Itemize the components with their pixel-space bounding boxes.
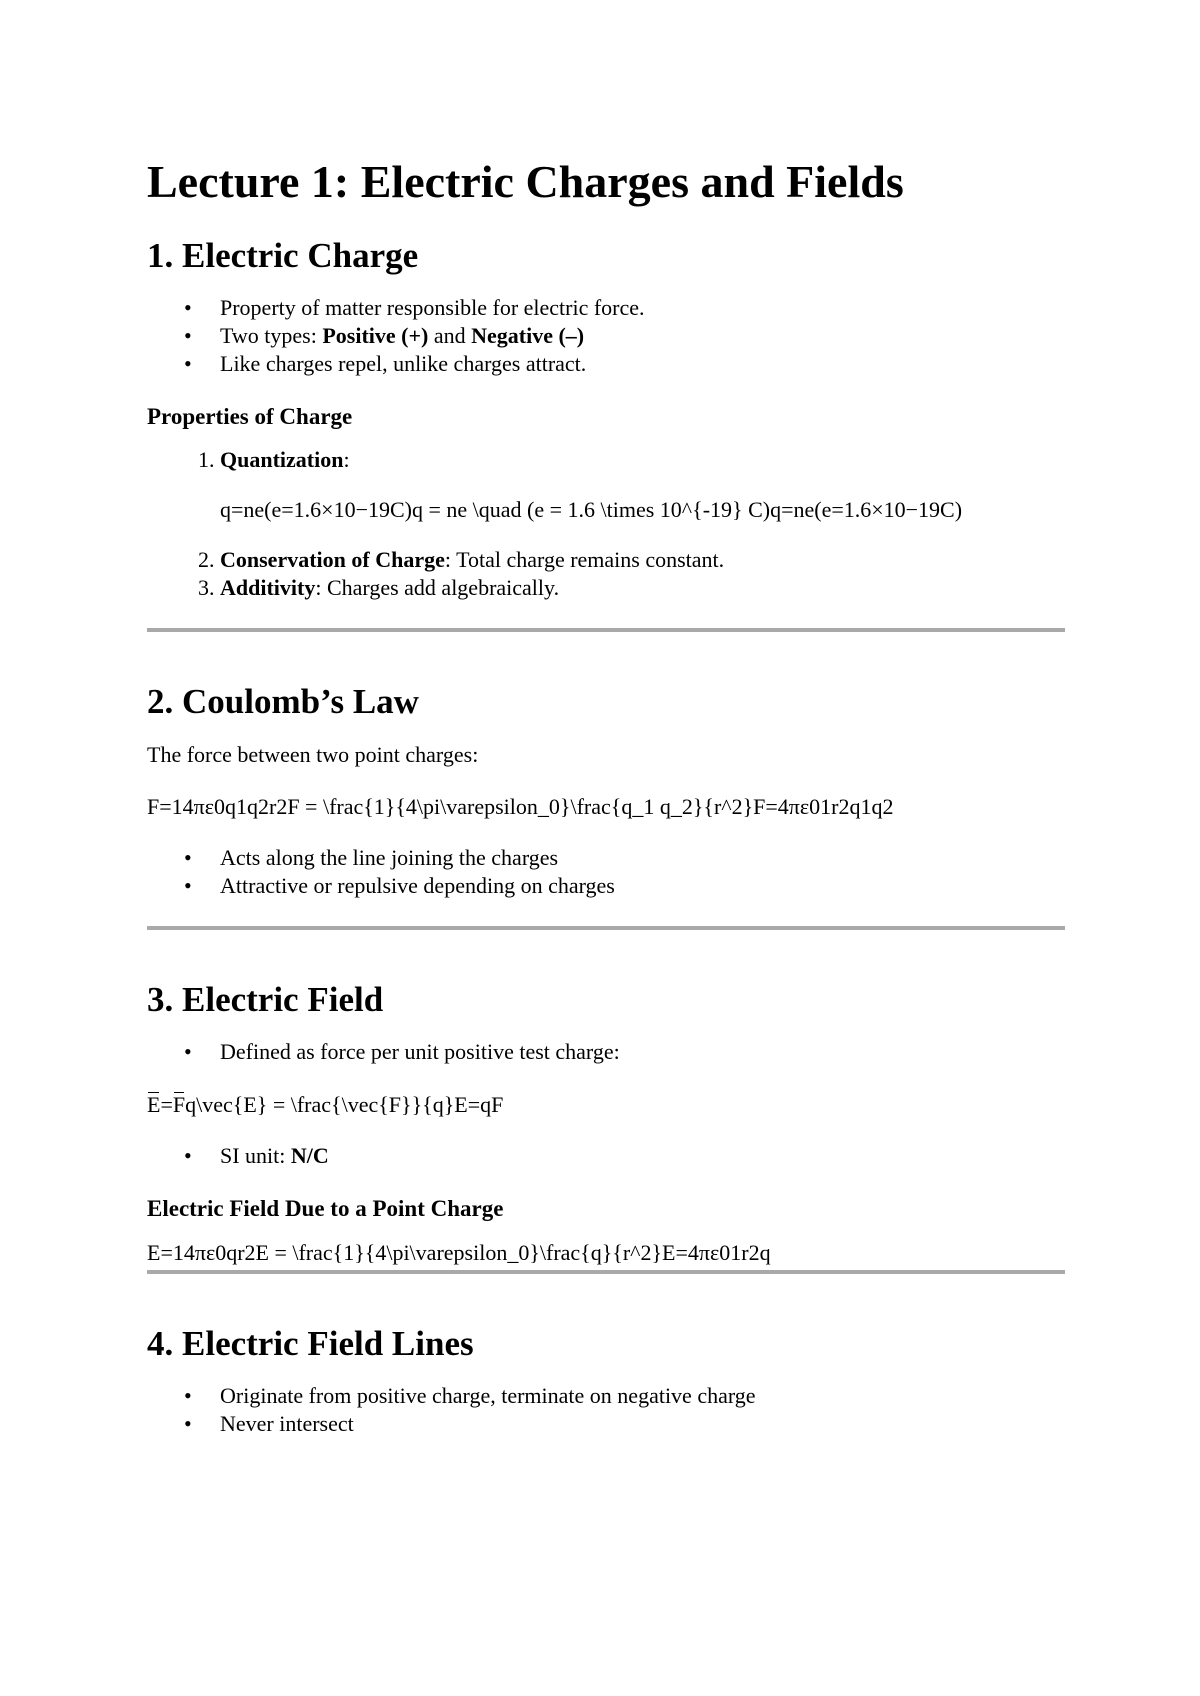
list-item: • Defined as force per unit positive test charge: bbox=[184, 1039, 620, 1064]
bullet-icon: • bbox=[184, 323, 192, 348]
list-item: • Attractive or repulsive depending on charges bbox=[184, 873, 615, 898]
bullet-icon: • bbox=[184, 351, 192, 376]
section-heading-electric-charge: 1. Electric Charge bbox=[147, 236, 419, 275]
vector-e: E bbox=[147, 1090, 160, 1120]
bullet-list bbox=[147, 1142, 1065, 1170]
list-item: • Never intersect bbox=[184, 1411, 354, 1436]
si-unit: N/C bbox=[290, 1143, 329, 1168]
coulomb-equation: F=14πε0q1q2r2F = \frac{1}{4\pi\varepsilon_0}\frac{q_1 q_2}{r^2}F=4πε01r2q1q2 bbox=[147, 794, 894, 819]
positive-label: Positive (+) bbox=[322, 323, 429, 348]
bullet-icon: • bbox=[184, 1383, 192, 1408]
section-divider bbox=[147, 1270, 1065, 1274]
vector-f: F bbox=[173, 1090, 185, 1120]
list-item: 3. Additivity: Charges add algebraically. bbox=[220, 574, 1065, 602]
bullet-list bbox=[147, 294, 1065, 378]
quantization-equation: q=ne(e=1.6×10−19C)q = ne \quad (e = 1.6 \times 10^{-19} C)q=ne(e=1.6×10−19C) bbox=[220, 497, 963, 522]
section-divider bbox=[147, 926, 1065, 930]
bullet-icon: • bbox=[184, 295, 192, 320]
point-charge-equation: E=14πε0qr2E = \frac{1}{4\pi\varepsilon_0}\frac{q}{r^2}E=4πε01r2q bbox=[147, 1240, 771, 1265]
subheading-point-charge-field: Electric Field Due to a Point Charge bbox=[147, 1196, 504, 1221]
negative-label: Negative (–) bbox=[471, 323, 585, 348]
section-heading-electric-field: 3. Electric Field bbox=[147, 980, 384, 1019]
bullet-icon: • bbox=[184, 1411, 192, 1436]
bullet-icon: • bbox=[184, 873, 192, 898]
list-item: • Acts along the line joining the charges bbox=[184, 845, 559, 870]
numbered-list bbox=[147, 446, 1065, 602]
bullet-icon: • bbox=[184, 845, 192, 870]
section-heading-field-lines: 4. Electric Field Lines bbox=[147, 1324, 474, 1363]
subheading-properties-of-charge: Properties of Charge bbox=[147, 404, 353, 429]
field-equation: E=Fq\vec{E} = \frac{\vec{F}}{q}E=qF bbox=[147, 1090, 1065, 1120]
list-item: • Property of matter responsible for electric force. bbox=[184, 295, 645, 320]
page-title: Lecture 1: Electric Charges and Fields bbox=[147, 156, 904, 207]
list-item: • Originate from positive charge, terminate on negative charge bbox=[184, 1383, 756, 1408]
bullet-icon: • bbox=[184, 1039, 192, 1064]
bullet-icon: • bbox=[184, 1143, 192, 1168]
bullet-list bbox=[147, 1038, 1065, 1066]
list-item: 2. Conservation of Charge: Total charge remains constant. bbox=[220, 546, 1065, 574]
bullet-list bbox=[147, 844, 1065, 900]
paragraph: The force between two point charges: bbox=[147, 742, 479, 767]
list-item: • SI unit: N/C bbox=[184, 1143, 329, 1168]
bullet-list bbox=[147, 1382, 1065, 1438]
list-item: • Two types: Positive (+) and Negative (–) bbox=[184, 323, 585, 348]
list-item: • Like charges repel, unlike charges attract. bbox=[184, 351, 587, 376]
section-heading-coulombs-law: 2. Coulomb’s Law bbox=[147, 682, 419, 721]
list-item: 1. Quantization: q=ne(e=1.6×10−19C)q = ne \quad (e = 1.6 \times 10^{-19} C)q=ne(e=1.6×10−19C) bbox=[220, 446, 1065, 524]
section-divider bbox=[147, 628, 1065, 632]
